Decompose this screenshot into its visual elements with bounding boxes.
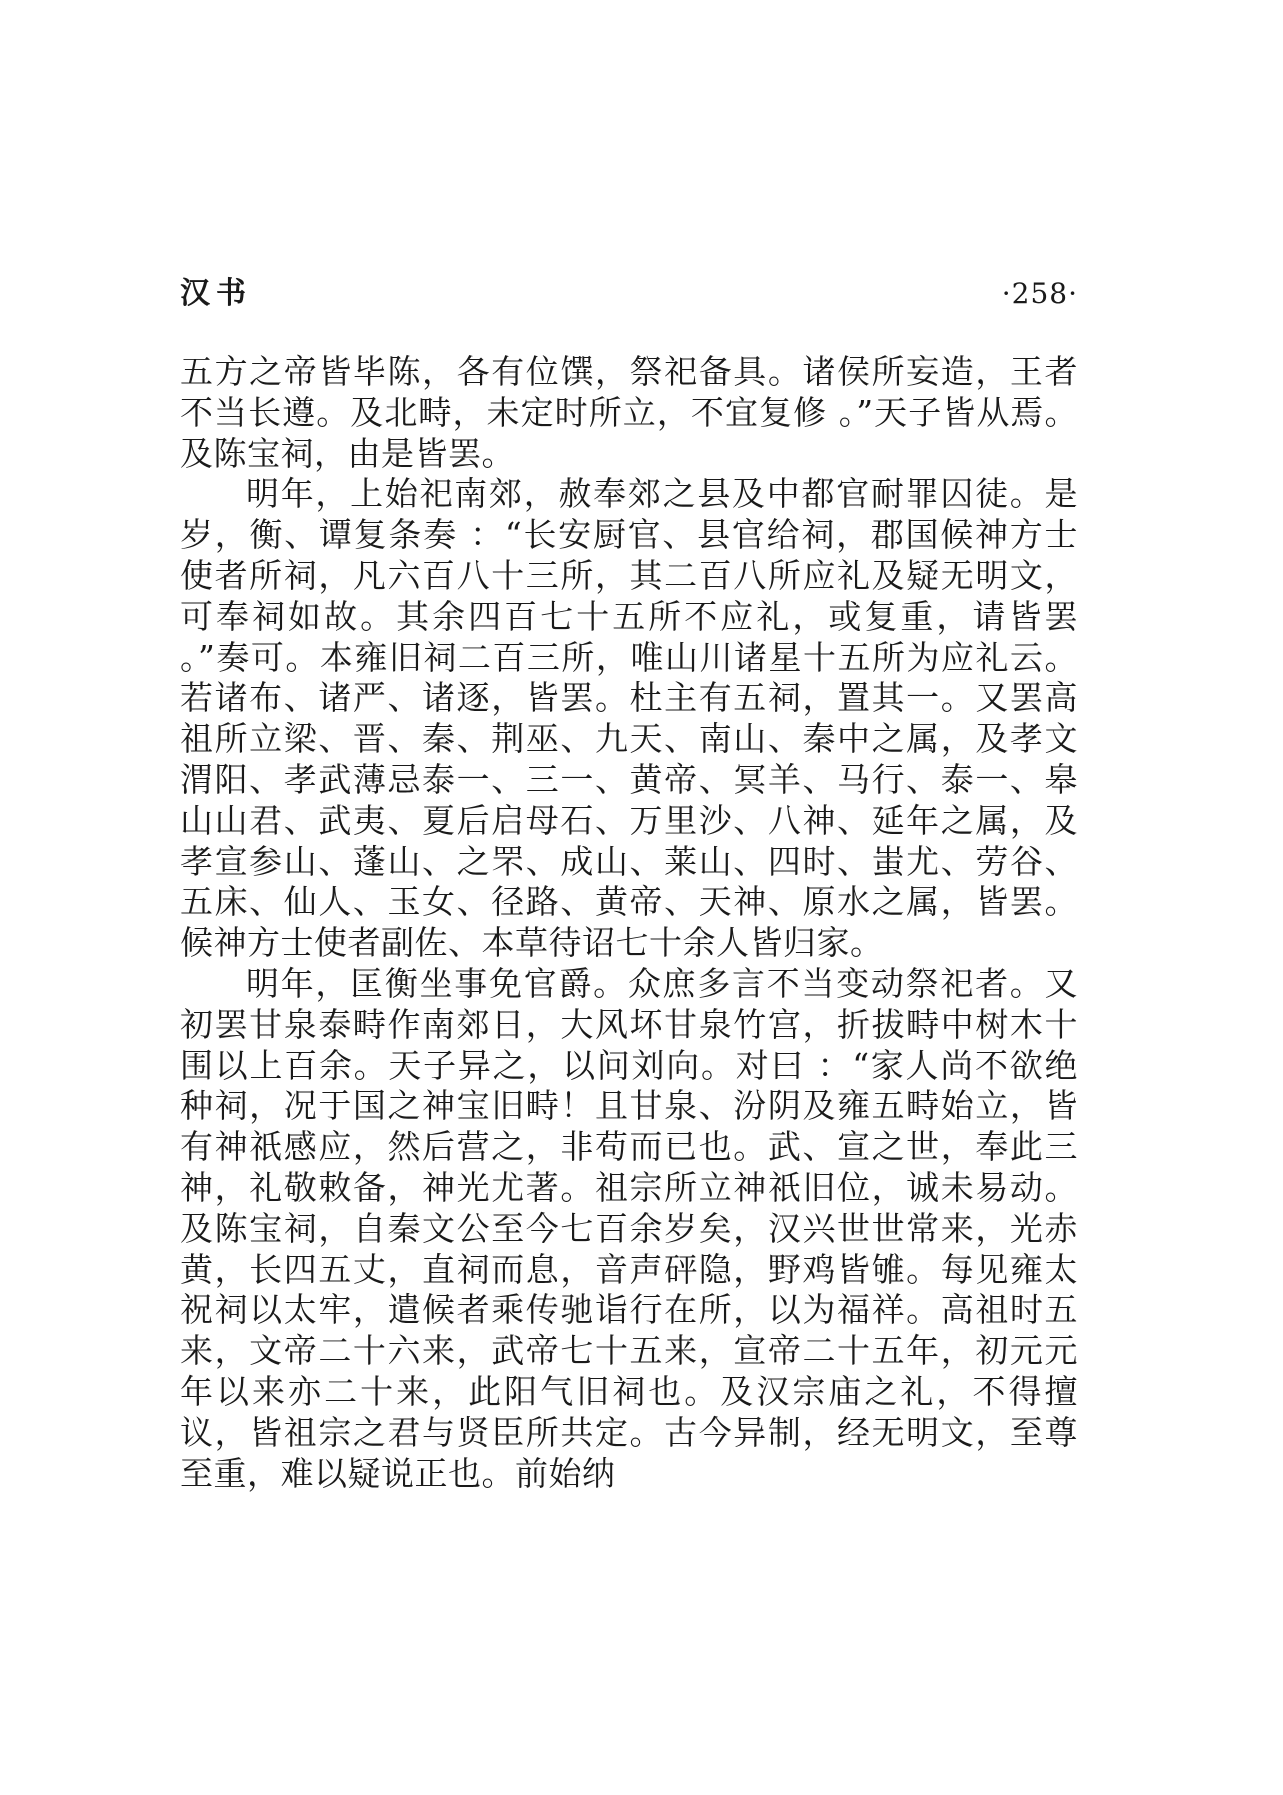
- paragraph-continuation: 五方之帝皆毕陈，各有位馔，祭祀备具。诸侯所妄造，王者不当长遵。及北畤，未定时所立，不宜复修 。”天子皆从焉。及陈宝祠，由是皆罢。: [180, 352, 1078, 473]
- page-header: [180, 272, 1078, 316]
- book-title: 汉书: [180, 276, 252, 311]
- page-number: ·258·: [1001, 277, 1078, 310]
- paragraph: 明年，上始祀南郊，赦奉郊之县及中都官耐罪囚徒。是岁，衡、谭复条奏 ：“长安厨官、县官给祠，郡国候神方士使者所祠，凡六百八十三所，其二百八所应礼及疑无明文，可奉祠如故。其余四百七十五所不应礼，或复重，请皆罢 。”奏可。本雍旧祠二百三所，唯山川诸星十五所为应礼云。若诸布、诸严、诸逐，皆罢。杜主有五祠，置其一。又罢高祖所立梁、晋、秦、荆巫、九天、南山、秦中之属，及孝文渭阳、孝武薄忌泰一、三一、黄帝、冥羊、马行、泰一、皋山山君、武夷、夏后启母石、万里沙、八神、延年之属，及孝宣参山、蓬山、之罘、成山、莱山、四时、蚩尤、劳谷、五床、仙人、玉女、径路、黄帝、天神、原水之属，皆罢。候神方士使者副佐、本草待诏七十余人皆归家。: [180, 474, 1078, 963]
- body-text: [180, 352, 1078, 1494]
- paragraph: 明年，匡衡坐事免官爵。众庶多言不当变动祭祀者。又初罢甘泉泰畤作南郊日，大风坏甘泉竹宫，折拔畤中树木十围以上百余。天子异之，以问刘向。对曰 ：“家人尚不欲绝种祠，况于国之神宝旧畤！且甘泉、汾阴及雍五畤始立，皆有神祇感应，然后营之，非苟而已也。武、宣之世，奉此三神，礼敬敕备，神光尤著。祖宗所立神祇旧位，诚未易动。及陈宝祠，自秦文公至今七百余岁矣，汉兴世世常来，光赤黄，长四五丈，直祠而息，音声砰隐，野鸡皆雊。每见雍太祝祠以太牢，遣候者乘传驰诣行在所，以为福祥。高祖时五来，文帝二十六来，武帝七十五来，宣帝二十五年，初元元年以来亦二十来，此阳气旧祠也。及汉宗庙之礼，不得擅议，皆祖宗之君与贤臣所共定。古今异制，经无明文，至尊至重，难以疑说正也。前始纳: [180, 963, 1078, 1493]
